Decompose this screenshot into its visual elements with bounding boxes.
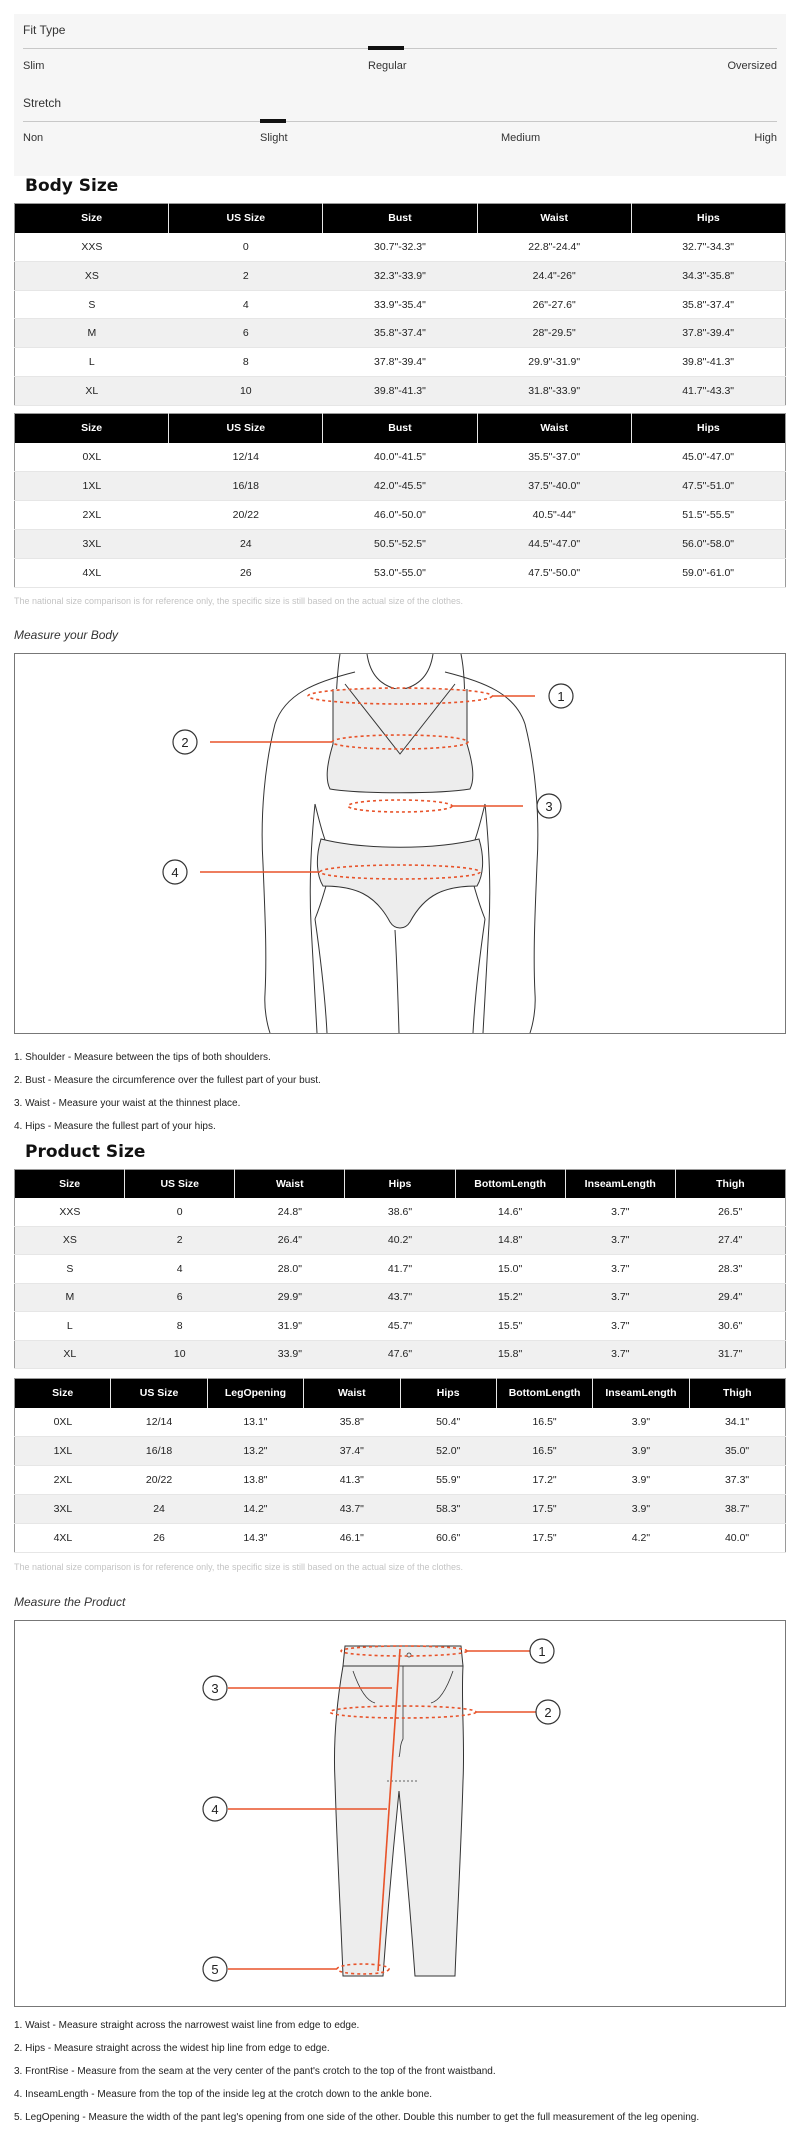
table-cell: 26.4": [235, 1226, 345, 1255]
table-cell: 6: [125, 1283, 235, 1312]
body-marker-2: 2: [181, 735, 189, 750]
table-cell: 12/14: [111, 1408, 207, 1437]
table-cell: 55.9": [400, 1466, 496, 1495]
table-cell: 26.5": [675, 1198, 785, 1227]
column-header: InseamLength: [593, 1379, 689, 1408]
table-cell: 20/22: [111, 1466, 207, 1495]
table-cell: 46.1": [304, 1524, 400, 1553]
product-marker-1: 1: [538, 1644, 546, 1659]
column-header: Waist: [477, 414, 631, 443]
table-cell: 27.4": [675, 1226, 785, 1255]
table-cell: 47.6": [345, 1340, 455, 1369]
table-cell: 44.5"-47.0": [477, 530, 631, 559]
table-cell: 47.5"-51.0": [631, 472, 785, 501]
table-cell: 53.0"-55.0": [323, 559, 477, 588]
body-marker-1: 1: [557, 689, 565, 704]
body-size-table-2: [14, 413, 786, 588]
table-cell: 33.9": [235, 1340, 345, 1369]
table-cell: 3.7": [565, 1255, 675, 1284]
table-cell: 26: [169, 559, 323, 588]
product-size-table-1: [14, 1169, 786, 1369]
table-cell: 4: [125, 1255, 235, 1284]
body-instruction-2: 2. Bust - Measure the circumference over the fullest part of your bust.: [14, 1075, 321, 1086]
table-cell: 13.1": [207, 1408, 303, 1437]
table-cell: XS: [15, 1226, 125, 1255]
table-cell: 10: [125, 1340, 235, 1369]
table-cell: L: [15, 348, 169, 377]
table-cell: 28.3": [675, 1255, 785, 1284]
table-cell: XXS: [15, 1198, 125, 1227]
table-cell: 37.4": [304, 1437, 400, 1466]
table-row: [15, 348, 786, 377]
product-marker-4: 4: [211, 1802, 219, 1817]
table-cell: 14.8": [455, 1226, 565, 1255]
table-row: [15, 530, 786, 559]
table-cell: 16/18: [111, 1437, 207, 1466]
body-figure: [14, 653, 786, 1034]
column-header: Bust: [323, 414, 477, 443]
table-cell: M: [15, 319, 169, 348]
table-cell: 43.7": [345, 1283, 455, 1312]
table-cell: 41.7": [345, 1255, 455, 1284]
table-cell: 1XL: [15, 472, 169, 501]
table-row: [15, 1312, 786, 1341]
column-header: Waist: [235, 1170, 345, 1198]
fit-type-selected-marker: [368, 46, 404, 50]
table-cell: 39.8"-41.3": [631, 348, 785, 377]
measure-product-title: Measure the Product: [14, 1595, 126, 1609]
table-row: [15, 319, 786, 348]
table-cell: 34.3"-35.8": [631, 261, 785, 290]
body-illustration: [15, 654, 785, 1033]
table-cell: 3.9": [593, 1408, 689, 1437]
table-cell: 0XL: [15, 1408, 111, 1437]
table-cell: L: [15, 1312, 125, 1341]
table-cell: 3XL: [15, 1495, 111, 1524]
table-cell: 41.7"-43.3": [631, 377, 785, 406]
table-cell: 20/22: [169, 501, 323, 530]
table-cell: 8: [169, 348, 323, 377]
fit-type-label-slim: Slim: [23, 60, 45, 72]
table-cell: 43.7": [304, 1495, 400, 1524]
table-cell: 31.7": [675, 1340, 785, 1369]
table-cell: 12/14: [169, 443, 323, 472]
table-cell: 35.8": [304, 1408, 400, 1437]
table-cell: 15.0": [455, 1255, 565, 1284]
fit-type-label-regular: Regular: [368, 60, 407, 72]
table-cell: 52.0": [400, 1437, 496, 1466]
table-cell: 6: [169, 319, 323, 348]
table-cell: 56.0"-58.0": [631, 530, 785, 559]
table-cell: S: [15, 1255, 125, 1284]
column-header: Size: [15, 204, 169, 233]
table-cell: 24.8": [235, 1198, 345, 1227]
table-cell: 37.5"-40.0": [477, 472, 631, 501]
table-cell: 29.9": [235, 1283, 345, 1312]
table-cell: 30.7"-32.3": [323, 233, 477, 262]
table-cell: 4.2": [593, 1524, 689, 1553]
column-header: BottomLength: [496, 1379, 592, 1408]
table-cell: 1XL: [15, 1437, 111, 1466]
table-cell: 28"-29.5": [477, 319, 631, 348]
table-cell: 51.5"-55.5": [631, 501, 785, 530]
table-cell: 3.7": [565, 1312, 675, 1341]
table-cell: 2XL: [15, 1466, 111, 1495]
table-cell: 3.9": [593, 1495, 689, 1524]
stretch-label-medium: Medium: [501, 132, 541, 144]
table-row: [15, 1198, 786, 1227]
table-cell: 0: [125, 1198, 235, 1227]
column-header: Hips: [631, 204, 785, 233]
table-cell: 34.1": [689, 1408, 785, 1437]
product-marker-3: 3: [211, 1681, 219, 1696]
table-cell: 42.0"-45.5": [323, 472, 477, 501]
stretch-track: [23, 121, 777, 122]
product-marker-5: 5: [211, 1962, 219, 1977]
table-row: [15, 1283, 786, 1312]
table-cell: 31.8"-33.9": [477, 377, 631, 406]
column-header: Hips: [400, 1379, 496, 1408]
column-header: Thigh: [689, 1379, 785, 1408]
table-cell: 0: [169, 233, 323, 262]
product-size-note: The national size comparison is for reference only, the specific size is still based on the actual size of the clothes.: [14, 1562, 464, 1572]
table-cell: 45.7": [345, 1312, 455, 1341]
table-cell: 4XL: [15, 559, 169, 588]
product-size-title: Product Size: [25, 1142, 146, 1162]
table-row: [15, 377, 786, 406]
table-cell: 0XL: [15, 443, 169, 472]
table-cell: 37.8"-39.4": [631, 319, 785, 348]
table-cell: 3.7": [565, 1226, 675, 1255]
table-row: [15, 1495, 786, 1524]
column-header: Thigh: [675, 1170, 785, 1198]
column-header: Bust: [323, 204, 477, 233]
table-cell: 2: [125, 1226, 235, 1255]
table-cell: 29.9"-31.9": [477, 348, 631, 377]
table-cell: 16/18: [169, 472, 323, 501]
table-cell: 40.2": [345, 1226, 455, 1255]
table-cell: 4: [169, 290, 323, 319]
body-size-note: The national size comparison is for reference only, the specific size is still based on the actual size of the clothes.: [14, 596, 464, 606]
table-cell: 16.5": [496, 1437, 592, 1466]
table-row: [15, 1226, 786, 1255]
column-header: LegOpening: [207, 1379, 303, 1408]
body-size-table-1: [14, 203, 786, 406]
table-cell: 3XL: [15, 530, 169, 559]
table-cell: 38.7": [689, 1495, 785, 1524]
column-header: US Size: [169, 414, 323, 443]
table-cell: 10: [169, 377, 323, 406]
column-header: Hips: [631, 414, 785, 443]
product-figure: [14, 1620, 786, 2007]
table-row: [15, 472, 786, 501]
table-cell: 38.6": [345, 1198, 455, 1227]
table-cell: 35.5"-37.0": [477, 443, 631, 472]
table-cell: 17.2": [496, 1466, 592, 1495]
stretch-title: Stretch: [23, 96, 62, 110]
table-cell: 46.0"-50.0": [323, 501, 477, 530]
fit-type-title: Fit Type: [23, 23, 66, 37]
column-header: US Size: [169, 204, 323, 233]
product-instruction-5: 5. LegOpening - Measure the width of the pant leg's opening from one side of the other. Double this number to get the full measurement of the leg opening.: [14, 2112, 700, 2123]
table-cell: 3.7": [565, 1340, 675, 1369]
table-cell: 14.3": [207, 1524, 303, 1553]
table-cell: 40.5"-44": [477, 501, 631, 530]
table-cell: 15.5": [455, 1312, 565, 1341]
table-cell: 35.8"-37.4": [323, 319, 477, 348]
table-cell: 35.0": [689, 1437, 785, 1466]
product-instruction-4: 4. InseamLength - Measure from the top of the inside leg at the crotch down to the ankle bone.: [14, 2089, 433, 2100]
product-size-table-2: [14, 1378, 786, 1553]
column-header: Size: [15, 414, 169, 443]
body-instruction-3: 3. Waist - Measure your waist at the thinnest place.: [14, 1098, 241, 1109]
stretch-selected-marker: [260, 119, 286, 123]
table-row: [15, 1408, 786, 1437]
column-header: BottomLength: [455, 1170, 565, 1198]
table-cell: 26"-27.6": [477, 290, 631, 319]
column-header: Size: [15, 1170, 125, 1198]
table-row: [15, 290, 786, 319]
table-cell: 3.9": [593, 1466, 689, 1495]
table-row: [15, 1255, 786, 1284]
column-header: US Size: [111, 1379, 207, 1408]
table-cell: 32.3"-33.9": [323, 261, 477, 290]
table-cell: 37.8"-39.4": [323, 348, 477, 377]
table-cell: XS: [15, 261, 169, 290]
stretch-label-high: High: [754, 132, 777, 144]
table-cell: 26: [111, 1524, 207, 1553]
table-cell: 2: [169, 261, 323, 290]
table-cell: 28.0": [235, 1255, 345, 1284]
table-cell: 29.4": [675, 1283, 785, 1312]
product-instruction-1: 1. Waist - Measure straight across the narrowest waist line from edge to edge.: [14, 2020, 360, 2031]
column-header: Waist: [477, 204, 631, 233]
table-row: [15, 1437, 786, 1466]
table-cell: 2XL: [15, 501, 169, 530]
table-cell: 40.0"-41.5": [323, 443, 477, 472]
table-row: [15, 1466, 786, 1495]
table-cell: 35.8"-37.4": [631, 290, 785, 319]
table-cell: 13.2": [207, 1437, 303, 1466]
table-cell: 47.5"-50.0": [477, 559, 631, 588]
table-row: [15, 233, 786, 262]
table-cell: 32.7"-34.3": [631, 233, 785, 262]
table-cell: 24: [111, 1495, 207, 1524]
table-cell: 33.9"-35.4": [323, 290, 477, 319]
stretch-label-slight: Slight: [260, 132, 288, 144]
table-cell: 45.0"-47.0": [631, 443, 785, 472]
table-cell: 59.0"-61.0": [631, 559, 785, 588]
product-marker-2: 2: [544, 1705, 552, 1720]
table-cell: 37.3": [689, 1466, 785, 1495]
table-row: [15, 501, 786, 530]
column-header: Size: [15, 1379, 111, 1408]
table-cell: 30.6": [675, 1312, 785, 1341]
table-cell: 14.2": [207, 1495, 303, 1524]
column-header: InseamLength: [565, 1170, 675, 1198]
table-row: [15, 1340, 786, 1369]
table-cell: 17.5": [496, 1524, 592, 1553]
column-header: US Size: [125, 1170, 235, 1198]
fit-type-label-oversized: Oversized: [727, 60, 777, 72]
table-cell: XL: [15, 377, 169, 406]
body-instruction-1: 1. Shoulder - Measure between the tips of both shoulders.: [14, 1052, 271, 1063]
fit-panel: [14, 14, 786, 176]
table-cell: XXS: [15, 233, 169, 262]
table-cell: 8: [125, 1312, 235, 1341]
column-header: Waist: [304, 1379, 400, 1408]
table-cell: 16.5": [496, 1408, 592, 1437]
product-instruction-3: 3. FrontRise - Measure from the seam at the very center of the pant's crotch to the top of the front waistband.: [14, 2066, 496, 2077]
table-cell: 60.6": [400, 1524, 496, 1553]
table-cell: 40.0": [689, 1524, 785, 1553]
table-cell: 3.9": [593, 1437, 689, 1466]
table-cell: 24: [169, 530, 323, 559]
table-cell: 50.5"-52.5": [323, 530, 477, 559]
table-cell: M: [15, 1283, 125, 1312]
body-marker-3: 3: [545, 799, 553, 814]
body-marker-4: 4: [171, 865, 179, 880]
table-cell: 24.4"-26": [477, 261, 631, 290]
table-cell: 41.3": [304, 1466, 400, 1495]
table-cell: 3.7": [565, 1283, 675, 1312]
body-size-title: Body Size: [25, 176, 119, 196]
table-cell: S: [15, 290, 169, 319]
table-cell: 50.4": [400, 1408, 496, 1437]
table-cell: 14.6": [455, 1198, 565, 1227]
body-instruction-4: 4. Hips - Measure the fullest part of your hips.: [14, 1121, 216, 1132]
table-cell: 13.8": [207, 1466, 303, 1495]
measure-body-title: Measure your Body: [14, 628, 119, 642]
table-cell: 15.8": [455, 1340, 565, 1369]
table-cell: 4XL: [15, 1524, 111, 1553]
table-cell: 39.8"-41.3": [323, 377, 477, 406]
table-row: [15, 443, 786, 472]
table-cell: XL: [15, 1340, 125, 1369]
stretch-label-non: Non: [23, 132, 44, 144]
table-cell: 58.3": [400, 1495, 496, 1524]
table-cell: 3.7": [565, 1198, 675, 1227]
table-row: [15, 261, 786, 290]
pants-illustration: [15, 1621, 785, 2006]
table-cell: 31.9": [235, 1312, 345, 1341]
table-cell: 15.2": [455, 1283, 565, 1312]
table-row: [15, 1524, 786, 1553]
column-header: Hips: [345, 1170, 455, 1198]
table-row: [15, 559, 786, 588]
table-cell: 22.8"-24.4": [477, 233, 631, 262]
table-cell: 17.5": [496, 1495, 592, 1524]
product-instruction-2: 2. Hips - Measure straight across the widest hip line from edge to edge.: [14, 2043, 330, 2054]
